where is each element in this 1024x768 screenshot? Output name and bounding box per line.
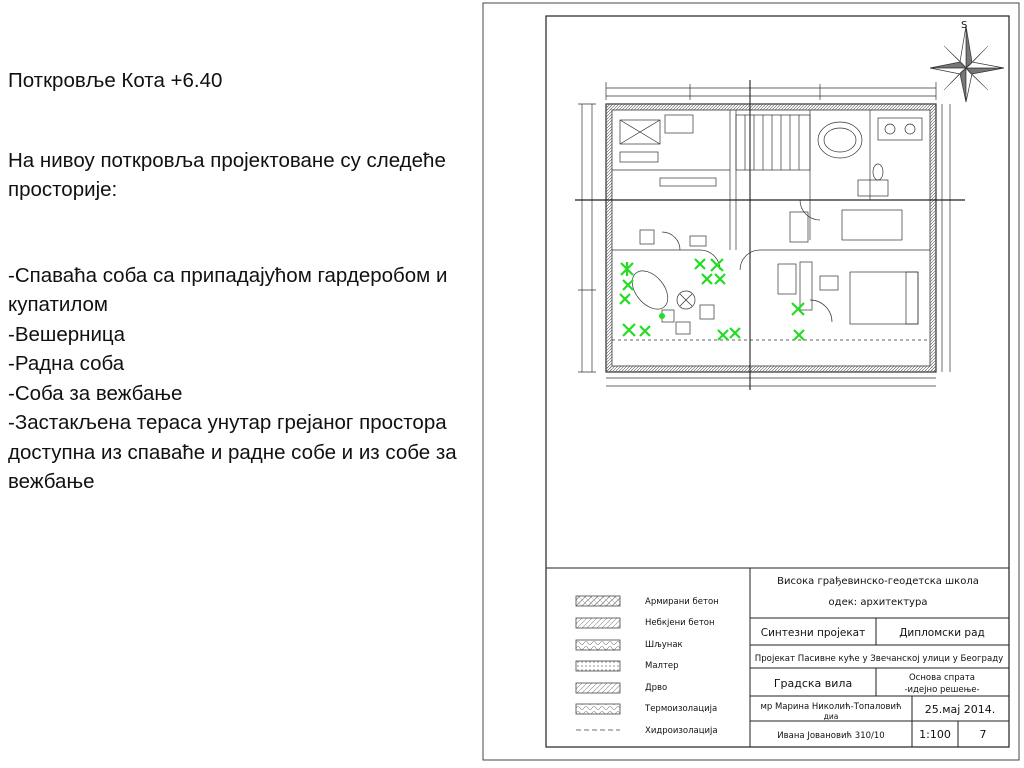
subject: Синтезни пројекат	[760, 627, 866, 639]
legend-label: Термоизолација	[645, 704, 718, 714]
slide-title: Поткровље Кота +6.40	[8, 69, 223, 92]
slide-intro: На нивоу поткровља пројектоване су следеће просторије:	[8, 148, 446, 201]
project-name: Пројекат Пасивне куће у Звечанској улици у Београду	[754, 654, 1004, 664]
drawing-subtitle: -идејно решење-	[904, 685, 980, 695]
compass-icon	[930, 26, 1004, 102]
plant-markers	[620, 259, 804, 340]
legend-label: Небкјени бетон	[645, 618, 715, 628]
sheet-outer-border	[483, 3, 1019, 760]
compass-label: S	[961, 20, 968, 31]
drawing-title: Основа спрата	[908, 673, 976, 683]
date: 25.мај 2014.	[924, 703, 996, 716]
floor-plan	[575, 80, 965, 390]
room-item: -Соба за вежбање	[8, 381, 183, 405]
title-block-text	[755, 575, 1003, 741]
work-type: Дипломски рад	[899, 627, 985, 639]
school-name: Висока грађевинско-геодетска школа	[777, 576, 979, 587]
legend-label: Дрво	[645, 683, 668, 693]
room-item: -Вешерница	[8, 322, 126, 346]
building-name: Градска вила	[773, 677, 853, 690]
legend-label: Армирани бетон	[645, 597, 719, 607]
legend-label: Хидроизолација	[645, 726, 718, 736]
sheet-number: 7	[979, 728, 987, 741]
legend-label: Малтер	[645, 661, 679, 671]
mentor-name: мр Марина Николић-Топаловић	[760, 702, 902, 712]
room-item: -Спаваћа соба са припадајућом гардеробом и купатилом	[8, 263, 448, 316]
room-item: -Радна соба	[8, 352, 125, 375]
mentor-suffix: диа	[823, 712, 839, 721]
room-item: -Застакљена тераса унутар грејаног простора доступна из спаваће и радне собе и из собе за вежбање	[8, 411, 457, 493]
scale: 1:100	[919, 728, 951, 741]
legend-labels	[644, 597, 719, 736]
student-name: Ивана Јовановић 310/10	[777, 731, 885, 741]
department: одек: архитектура	[828, 597, 928, 608]
legend-label: Шљунак	[645, 640, 683, 650]
legend-swatches	[576, 596, 620, 730]
